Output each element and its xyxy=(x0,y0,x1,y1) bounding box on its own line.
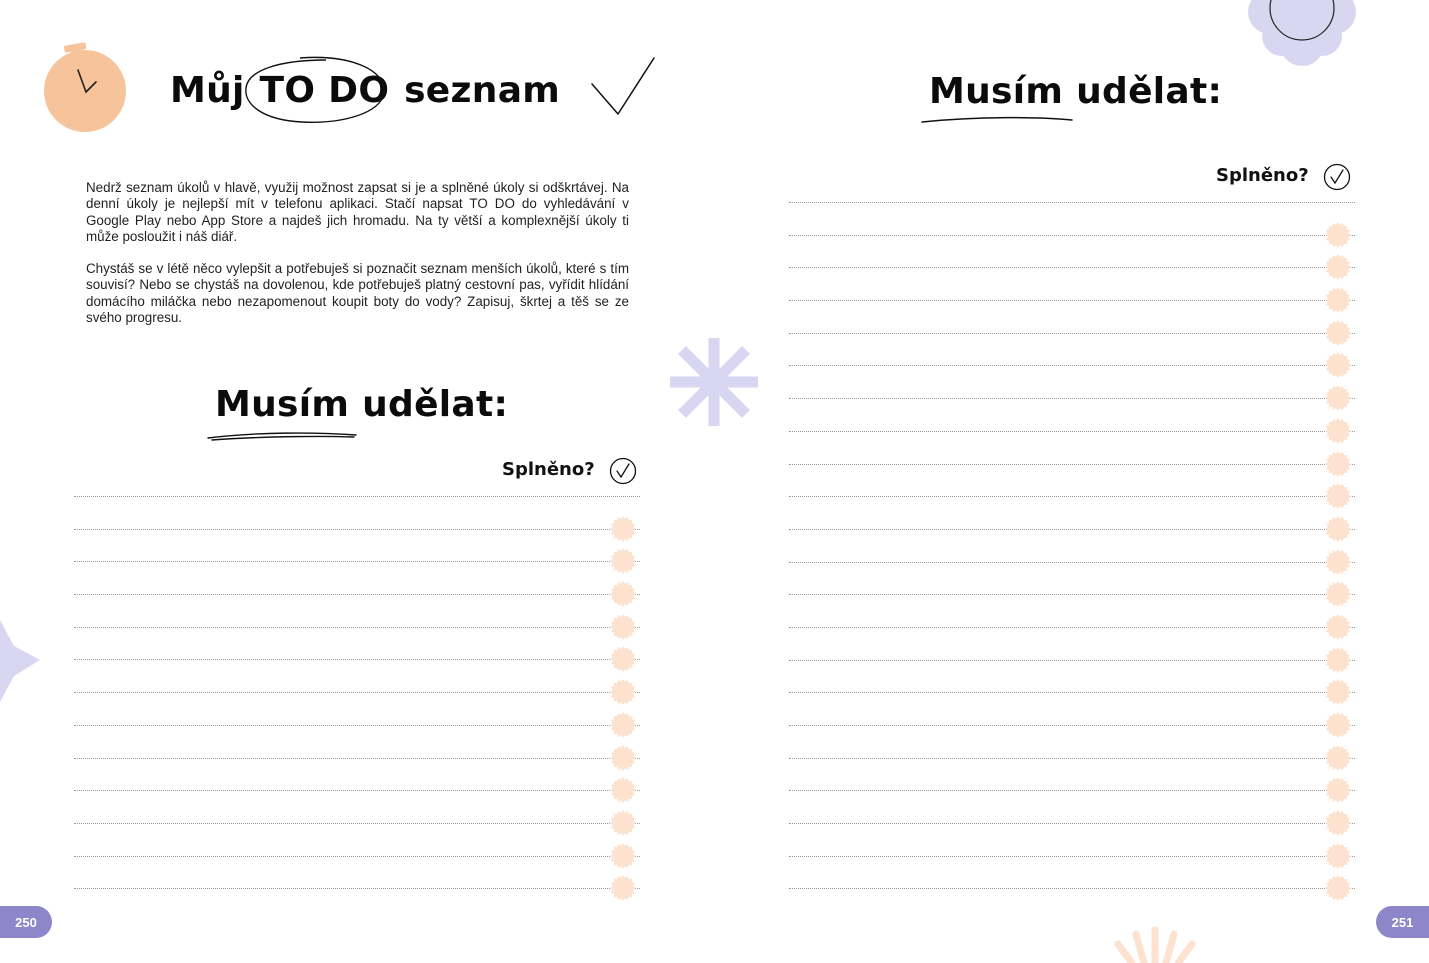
title-prefix: Můj xyxy=(170,70,245,111)
todo-line[interactable] xyxy=(789,857,1355,890)
highlight-ellipse xyxy=(240,52,390,128)
page-number-right: 251 xyxy=(1376,906,1429,938)
todo-line[interactable] xyxy=(74,660,640,693)
todo-line[interactable] xyxy=(789,824,1355,857)
sun-badge-icon[interactable] xyxy=(1325,875,1351,901)
todo-line[interactable] xyxy=(74,595,640,628)
todo-line[interactable] xyxy=(789,791,1355,824)
flower-icon xyxy=(1232,0,1372,70)
todo-line[interactable] xyxy=(74,824,640,857)
todo-line[interactable] xyxy=(789,399,1355,432)
todo-line[interactable] xyxy=(789,530,1355,563)
intro-text xyxy=(86,180,629,326)
todo-list-left xyxy=(74,495,640,889)
todo-line[interactable] xyxy=(74,693,640,726)
todo-line[interactable] xyxy=(789,465,1355,498)
todo-line[interactable] xyxy=(74,857,640,890)
todo-line[interactable] xyxy=(74,791,640,824)
section-heading-left: Musím udělat: xyxy=(215,384,509,425)
done-label-left: Splněno? xyxy=(502,459,595,480)
todo-line[interactable] xyxy=(74,497,640,530)
stopwatch-icon xyxy=(40,38,130,134)
todo-line[interactable] xyxy=(789,236,1355,269)
heading-underline-right xyxy=(920,114,1076,128)
section-heading-right: Musím udělat: xyxy=(929,71,1223,112)
page-number-left: 250 xyxy=(0,906,52,938)
todo-line[interactable] xyxy=(789,628,1355,661)
checkmark-icon xyxy=(588,54,658,118)
todo-list-right xyxy=(789,201,1355,889)
sun-rays-icon xyxy=(1100,924,1210,963)
todo-line[interactable] xyxy=(74,759,640,792)
check-circle-icon xyxy=(608,456,638,486)
intro-paragraph-2: Chystáš se v létě něco vylepšit a potřebuješ si poznačit seznam menších úkolů, které s tím souvisí? Nebo se chystáš na dovolenou, kde potřebuješ platný cestovní pas, vyřídit hlídání domácího miláčka nebo nezapomenout koupit boty do vody? Zapisuj, škrtej a těš se ze svého progresu. xyxy=(86,261,629,326)
todo-line[interactable] xyxy=(789,432,1355,465)
check-circle-icon xyxy=(1322,162,1352,192)
todo-line[interactable] xyxy=(789,693,1355,726)
sun-badge-icon[interactable] xyxy=(610,875,636,901)
todo-line[interactable] xyxy=(789,563,1355,596)
done-label-right: Splněno? xyxy=(1216,165,1309,186)
todo-line[interactable] xyxy=(74,530,640,563)
todo-line[interactable] xyxy=(789,203,1355,236)
todo-line[interactable] xyxy=(789,366,1355,399)
todo-line[interactable] xyxy=(789,661,1355,694)
title-suffix: seznam xyxy=(404,70,561,111)
todo-line[interactable] xyxy=(789,334,1355,367)
todo-line[interactable] xyxy=(789,268,1355,301)
heading-underline xyxy=(206,428,358,444)
todo-line[interactable] xyxy=(74,726,640,759)
sunburst-icon xyxy=(0,620,42,702)
todo-line[interactable] xyxy=(789,759,1355,792)
intro-paragraph-1: Nedrž seznam úkolů v hlavě, využij možnost zapsat si je a splněné úkoly si odškrtávej. Na denní úkoly je nejlepší mít v telefonu aplikaci. Stačí napsat TO DO do vyhledávání v Google Play nebo App Store a najdeš jich hromadu. Na ty větší a komplexnější úkoly ti může posloužit i náš diář. xyxy=(86,180,629,244)
todo-line[interactable] xyxy=(789,595,1355,628)
todo-line[interactable] xyxy=(789,497,1355,530)
asterisk-icon xyxy=(668,336,760,428)
todo-line[interactable] xyxy=(74,562,640,595)
title-highlight: TO DO xyxy=(259,70,390,111)
todo-line[interactable] xyxy=(789,301,1355,334)
todo-line[interactable] xyxy=(74,628,640,661)
todo-line[interactable] xyxy=(789,726,1355,759)
